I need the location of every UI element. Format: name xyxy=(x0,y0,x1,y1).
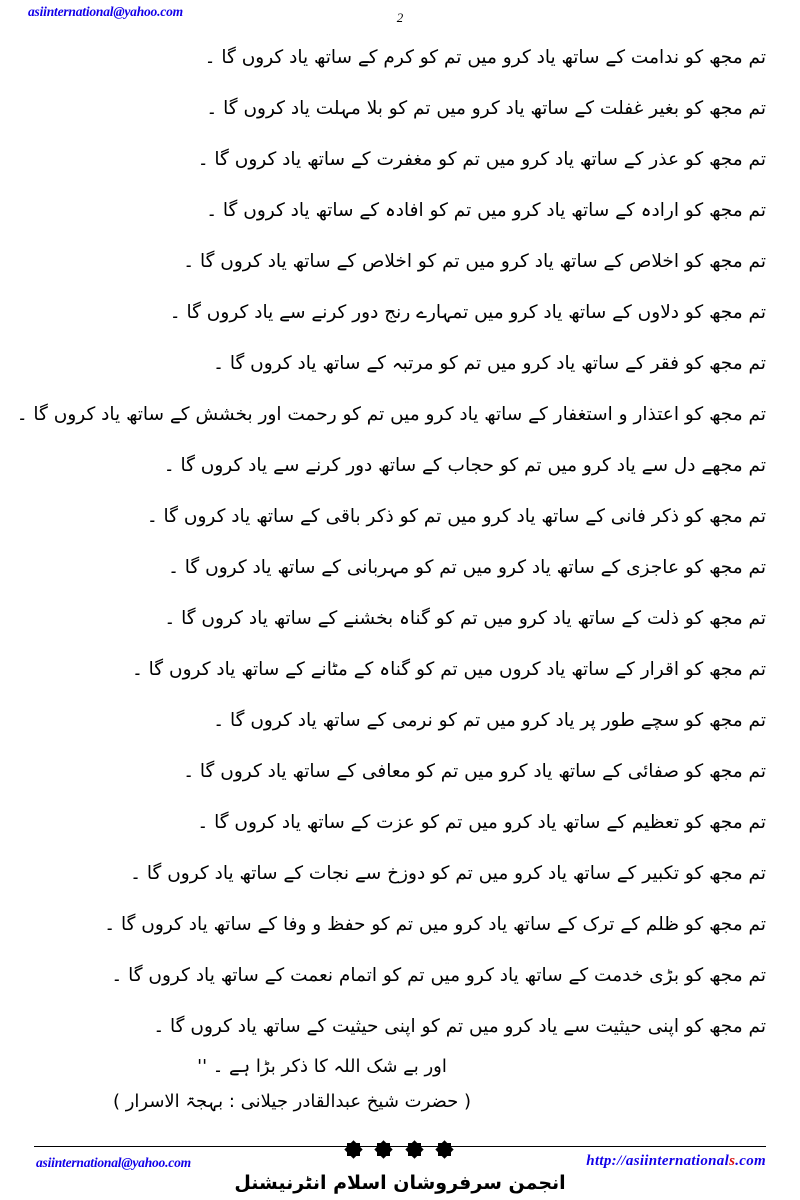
verse-line: تم مجھ کو ارادہ کے ساتھ یاد کرو میں تم کو افادہ کے ساتھ یاد کروں گا ۔ xyxy=(206,200,766,221)
page-footer xyxy=(0,1136,800,1200)
page-number: 2 xyxy=(396,10,404,25)
verse-line: تم مجھ کو اخلاص کے ساتھ یاد کرو میں تم کو اخلاص کے ساتھ یاد کروں گا ۔ xyxy=(183,251,766,272)
verse-list xyxy=(0,34,800,1050)
verse-line: تم مجھ کو تعظیم کے ساتھ یاد کرو میں تم کو عزت کے ساتھ یاد کروں گا ۔ xyxy=(197,812,766,833)
document-body xyxy=(0,34,800,1194)
verse-line: تم مجھ کو عاجزی کے ساتھ یاد کرو میں تم کو مہربانی کے ساتھ یاد کروں گا ۔ xyxy=(168,557,766,578)
footer-divider xyxy=(34,1146,766,1147)
verse-line: تم مجھ کو بڑی خدمت کے ساتھ یاد کرو میں تم کو اتمام نعمت کے ساتھ یاد کروں گا ۔ xyxy=(111,965,766,986)
verse-line: تم مجھ کو عذر کے ساتھ یاد کرو میں تم کو مغفرت کے ساتھ یاد کروں گا ۔ xyxy=(197,149,766,170)
verse-line: تم مجھ کو تکبیر کے ساتھ یاد کرو میں تم کو دوزخ سے نجات کے ساتھ یاد کروں گا ۔ xyxy=(130,863,766,884)
verse-line: تم مجھ کو دلاوں کے ساتھ یاد کرو میں تمہارے رنج دور کرنے سے یاد کروں گا ۔ xyxy=(169,302,766,323)
footer-url-prefix: http://asiinternational xyxy=(586,1153,730,1169)
footer-url-highlight: s xyxy=(729,1153,736,1169)
verse-line: تم مجھے دل سے یاد کرو میں تم کو حجاب کے ساتھ دور کرنے سے یاد کروں گا ۔ xyxy=(163,455,766,476)
header-email-address: asiinternational@yahoo.com xyxy=(28,4,183,19)
closing-quote: اور بے شک اللہ کا ذکر بڑا ہے ۔ '' xyxy=(197,1056,447,1077)
verse-line: تم مجھ کو صفائی کے ساتھ یاد کرو میں تم کو معافی کے ساتھ یاد کروں گا ۔ xyxy=(183,761,766,782)
footer-email-address[interactable]: asiinternational@yahoo.com xyxy=(36,1155,191,1170)
verse-line: تم مجھ کو اپنی حیثیت سے یاد کرو میں تم کو اپنی حیثیت کے ساتھ یاد کروں گا ۔ xyxy=(153,1016,766,1037)
verse-line: تم مجھ کو بغیر غفلت کے ساتھ یاد کرو میں تم کو بلا مہلت یاد کروں گا ۔ xyxy=(206,98,766,119)
verse-line: تم مجھ کو ذلت کے ساتھ یاد کرو میں تم کو گناہ بخشنے کے ساتھ یاد کروں گا ۔ xyxy=(164,608,766,629)
page-header xyxy=(0,0,800,34)
footer-url-suffix: .com xyxy=(735,1153,766,1169)
source-attribution: ( حضرت شیخ عبدالقادر جیلانی : بہجۃ الاسرار ) xyxy=(112,1091,472,1112)
closing-block xyxy=(0,1056,800,1112)
verse-line: تم مجھ کو ظلم کے ترک کے ساتھ یاد کرو میں تم کو حفظ و وفا کے ساتھ یاد کروں گا ۔ xyxy=(104,914,766,935)
verse-line: تم مجھ کو اعتذار و استغفار کے ساتھ یاد کرو میں تم کو رحمت اور بخشش کے ساتھ یاد کروں گا ۔ xyxy=(16,404,766,425)
verse-line: تم مجھ کو ذکر فانی کے ساتھ یاد کرو میں تم کو ذکر باقی کے ساتھ یاد کروں گا ۔ xyxy=(146,506,766,527)
organisation-name: انجمن سرفروشان اسلام انٹرنیشنل xyxy=(234,1172,566,1194)
verse-line: تم مجھ کو ندامت کے ساتھ یاد کرو میں تم کو کرم کے ساتھ یاد کروں گا ۔ xyxy=(204,47,766,68)
footer-website-url[interactable] xyxy=(586,1153,766,1170)
verse-line: تم مجھ کو فقر کے ساتھ یاد کرو میں تم کو مرتبہ کے ساتھ یاد کروں گا ۔ xyxy=(213,353,766,374)
verse-line: تم مجھ کو اقرار کے ساتھ یاد کروں میں تم کو گناہ کے مٹانے کے ساتھ یاد کروں گا ۔ xyxy=(131,659,766,680)
verse-line: تم مجھ کو سچے طور پر یاد کرو میں تم کو نرمی کے ساتھ یاد کروں گا ۔ xyxy=(213,710,766,731)
